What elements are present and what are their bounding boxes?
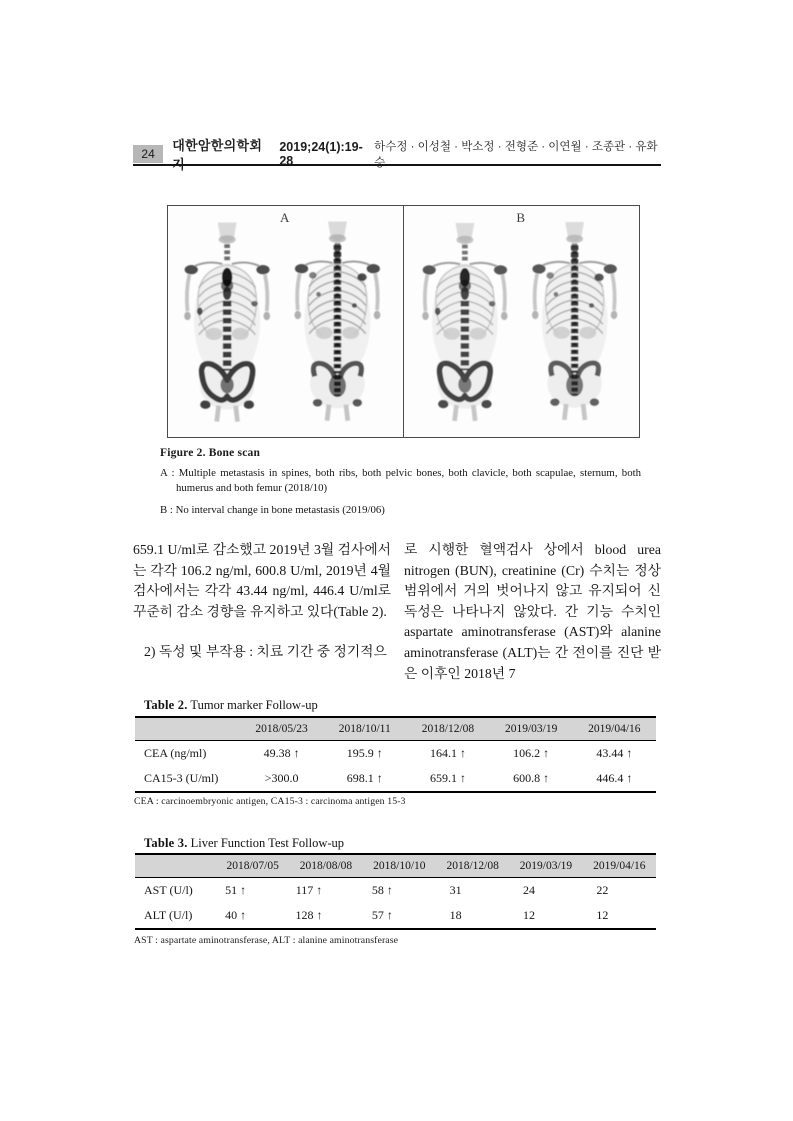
value-cell: 12	[522, 908, 535, 922]
row-label-cell: CEA (ng/ml)	[144, 745, 207, 760]
journal-citation: 2019;24(1):19-28	[279, 139, 363, 168]
row-label-cell: ALT (U/l)	[144, 908, 193, 922]
figure-caption-a: A : Multiple metastasis in spines, both ribs, both pelvic bones, both clavicle, both scapulae, sternum, both humerus and both femur (2018/10)	[160, 467, 641, 494]
tumor-marker-table	[135, 716, 656, 793]
value-cell: 57 ↑	[371, 908, 393, 922]
date-column-header: 2019/03/19	[519, 859, 573, 872]
table-2-footnote: CEA : carcinoembryonic antigen, CA15-3 : carcinoma antigen 15-3	[134, 796, 406, 807]
value-cell: 600.8 ↑	[513, 771, 550, 785]
liver-function-table	[135, 853, 656, 930]
value-cell: 195.9 ↑	[346, 745, 383, 760]
date-column-header: 2018/10/10	[373, 859, 426, 872]
figure-2-frame	[167, 205, 640, 438]
body-paragraph: 659.1 U/ml로 감소했고 2019년 3월 검사에서는 각각 106.2 ng/ml, 600.8 U/ml, 2019년 4월 검사에서는 각각 43.44 ng/ml, 446.4 U/ml로 꾸준히 감소 경향을 유지하고 있다(Table 2).	[133, 542, 391, 619]
value-cell: 128 ↑	[295, 908, 323, 922]
table-2-title-number: Table 2.	[144, 698, 188, 712]
table-3-title-text: Liver Function Test Follow-up	[187, 836, 345, 850]
table-row	[135, 877, 656, 903]
date-column-header: 2019/04/16	[593, 859, 646, 872]
figure-caption	[160, 447, 641, 518]
row-label-column-header	[135, 717, 240, 740]
table-header-row	[135, 854, 656, 877]
value-cell: >300.0	[264, 771, 299, 785]
table-2-title-text: Tumor marker Follow-up	[187, 698, 318, 712]
bone-scan-panel-b	[404, 206, 640, 437]
figure-caption-b: B : No interval change in bone metastasis (2019/06)	[160, 504, 385, 516]
table-row	[135, 766, 656, 792]
value-cell: 40 ↑	[225, 908, 247, 922]
date-column-header: 2018/12/08	[421, 722, 475, 735]
value-cell: 43.44 ↑	[596, 745, 633, 760]
table-3-title	[144, 836, 344, 851]
date-column-header: 2018/10/11	[338, 722, 391, 735]
value-cell: 58 ↑	[371, 882, 393, 897]
table-3-title-number: Table 3.	[144, 836, 188, 850]
page-header	[133, 137, 661, 172]
value-cell: 51 ↑	[225, 882, 247, 897]
table-row	[135, 903, 656, 929]
bone-scan-panel-a	[168, 206, 404, 437]
value-cell: 31	[449, 882, 462, 897]
table-3-footnote: AST : aspartate aminotransferase, ALT : alanine aminotransferase	[134, 935, 399, 946]
table-header-row	[135, 717, 656, 740]
value-cell: 22	[596, 882, 609, 897]
date-column-header: 2018/08/08	[299, 859, 353, 872]
value-cell: 698.1 ↑	[346, 771, 383, 785]
table-row	[135, 740, 656, 766]
body-right-column	[404, 540, 661, 684]
table-2-title	[144, 698, 318, 713]
body-paragraph: 로 시행한 혈액검사 상에서 blood urea nitrogen (BUN), creatinine (Cr) 수치는 정상범위에서 거의 벗어나지 않고 유지되어 신독성은 나타나지 않았다. 간 기능 수치인 aspartate aminotransferase (AST)와 alanine aminotransferase (ALT)는 간 전이를 진단 받은 이후인 2018년 7	[404, 542, 661, 681]
row-label-cell: CA15-3 (U/ml)	[144, 771, 219, 785]
panel-b-label: B	[516, 210, 527, 225]
date-column-header: 2019/04/16	[588, 722, 641, 735]
value-cell: 18	[449, 908, 462, 922]
value-cell: 49.38 ↑	[263, 745, 300, 760]
body-left-column	[133, 540, 391, 663]
bone-scan-image-a	[168, 206, 403, 437]
figure-caption-title: Figure 2. Bone scan	[160, 447, 261, 459]
value-cell: 24	[522, 882, 535, 897]
page-number: 24	[133, 145, 163, 163]
value-cell: 446.4 ↑	[596, 771, 633, 785]
date-column-header: 2018/05/23	[255, 722, 308, 735]
value-cell: 12	[596, 908, 609, 922]
journal-title: 대한암한의학회지	[172, 137, 263, 172]
date-column-header: 2018/07/05	[226, 859, 279, 872]
panel-a-label: A	[280, 210, 291, 225]
value-cell: 106.2 ↑	[513, 745, 550, 760]
row-label-cell: AST (U/l)	[144, 882, 193, 897]
date-column-header: 2018/12/08	[446, 859, 499, 872]
date-column-header: 2019/03/19	[504, 722, 558, 735]
body-paragraph: 2) 독성 및 부작용 : 치료 기간 중 정기적으	[144, 644, 387, 660]
value-cell: 117 ↑	[295, 882, 323, 897]
bone-scan-image-b	[404, 206, 640, 437]
author-list: 하수정 · 이성철 · 박소정 · 전형준 · 이연월 · 조종관 · 유화승	[374, 140, 658, 169]
value-cell: 164.1 ↑	[429, 745, 466, 760]
value-cell: 659.1 ↑	[429, 771, 466, 785]
row-label-column-header	[135, 854, 216, 877]
